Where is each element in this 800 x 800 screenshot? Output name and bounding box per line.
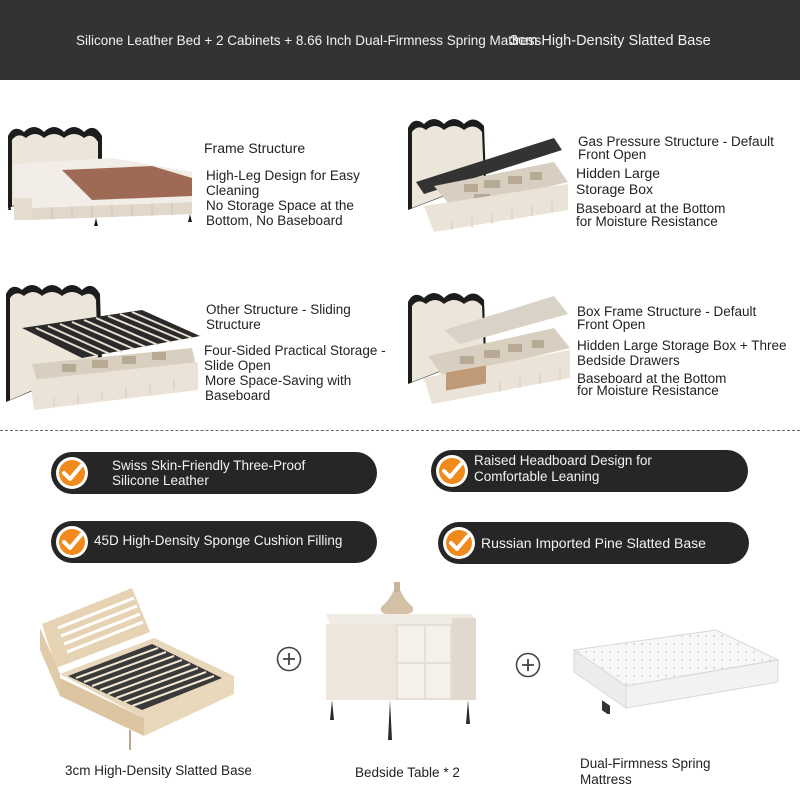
feature-pill-sponge — [51, 521, 377, 563]
structure-2-line2: Storage Box — [576, 181, 654, 197]
product-title: Silicone Leather Bed + 2 Cabinets + 8.66 Inch Dual-Firmness Spring Mattress — [76, 33, 542, 48]
structure-4-line3: Baseboard at the Bottom — [577, 371, 727, 386]
feature-2-line2: Comfortable Leaning — [474, 469, 600, 484]
feature-1-line1: Swiss Skin-Friendly Three-Proof — [112, 458, 306, 473]
structure-2-title-b: Front Open — [578, 147, 647, 162]
check-badge-icon — [55, 525, 89, 559]
frame-structure-bed-image — [2, 118, 202, 228]
bundle-item-3-caption-line1: Dual-Firmness Spring — [580, 756, 711, 771]
sliding-structure-bed-image — [2, 272, 202, 412]
structure-1-title: Frame Structure — [204, 140, 306, 156]
section-divider — [0, 430, 800, 431]
structure-2-line3: Baseboard at the Bottom — [576, 201, 726, 216]
check-badge-icon — [435, 454, 469, 488]
structure-4-title-a: Box Frame Structure - Default — [577, 304, 757, 319]
slatted-base-bed-image — [34, 584, 244, 754]
product-subtitle: 3cm High-Density Slatted Base — [510, 33, 711, 49]
header-bar — [0, 0, 800, 80]
structure-1-line1: High-Leg Design for Easy — [206, 168, 360, 183]
structure-2-line1: Hidden Large — [576, 165, 661, 181]
bundle-item-1-caption: 3cm High-Density Slatted Base — [65, 763, 252, 778]
feature-4-line1: Russian Imported Pine Slatted Base — [481, 535, 706, 551]
structure-3-line2: Slide Open — [204, 358, 271, 373]
bundle-item-2-caption: Bedside Table * 2 — [355, 765, 460, 780]
structure-4-line2: Bedside Drawers — [577, 353, 680, 368]
feature-pill-headboard — [431, 450, 748, 492]
structure-1-line2: Cleaning — [206, 183, 260, 198]
structure-4-title-b: Front Open — [577, 317, 646, 332]
box-frame-bed-image — [404, 284, 574, 408]
check-badge-icon — [442, 526, 476, 560]
bedside-table-image — [322, 580, 480, 746]
structure-3-title-b: Structure — [206, 317, 261, 332]
structure-4-line1: Hidden Large Storage Box + Three — [577, 338, 787, 353]
gas-pressure-bed-image — [404, 110, 572, 236]
structure-1-line4: Bottom, No Baseboard — [206, 213, 343, 228]
plus-icon — [276, 646, 302, 672]
structure-3-title-a: Other Structure - Sliding — [206, 302, 351, 317]
bundle-item-3-caption-line2: Mattress — [580, 772, 632, 787]
structure-1-line3: No Storage Space at the — [206, 198, 354, 213]
structure-2-line4: for Moisture Resistance — [576, 214, 718, 229]
feature-3-line1: 45D High-Density Sponge Cushion Filling — [94, 533, 343, 548]
feature-2-line1: Raised Headboard Design for — [474, 453, 652, 468]
feature-pill-leather — [51, 452, 377, 494]
structure-3-line1: Four-Sided Practical Storage - — [204, 343, 386, 358]
structure-3-line4: Baseboard — [205, 388, 271, 403]
structure-3-line3: More Space-Saving with — [205, 373, 352, 388]
feature-1-line2: Silicone Leather — [112, 473, 209, 488]
structure-2-title-a: Gas Pressure Structure - Default — [578, 134, 774, 149]
check-badge-icon — [55, 456, 89, 490]
structure-4-line4: for Moisture Resistance — [577, 383, 719, 398]
spring-mattress-image — [566, 624, 780, 714]
plus-icon — [515, 652, 541, 678]
feature-pill-pine — [438, 522, 749, 564]
